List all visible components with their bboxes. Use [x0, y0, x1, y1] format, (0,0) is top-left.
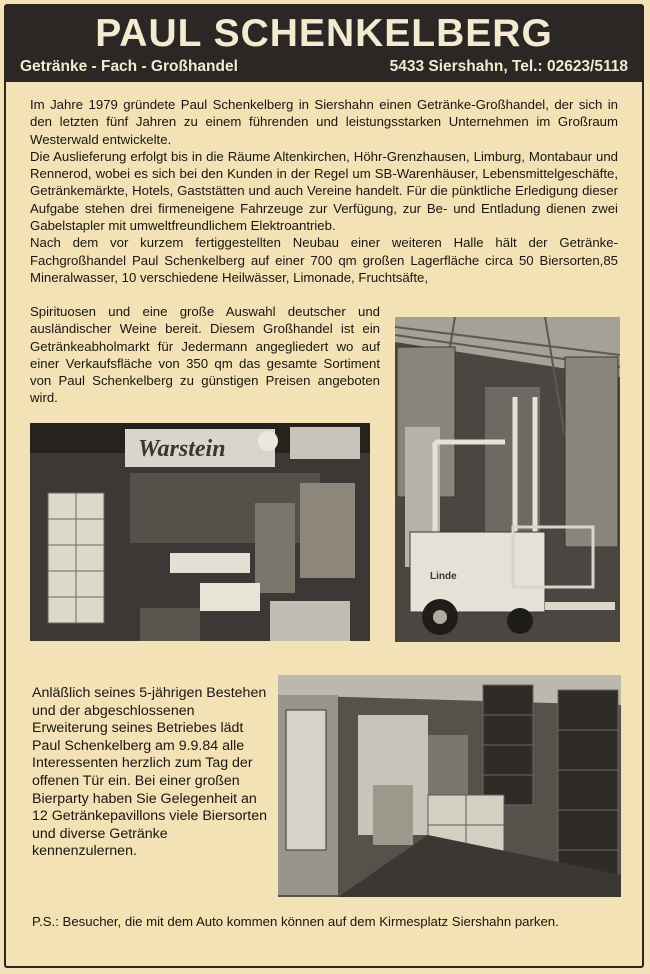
intro-text — [30, 96, 618, 286]
shop-interior-photo — [30, 423, 370, 641]
warehouse-hall-photo — [278, 675, 621, 897]
paragraph-open-day: Anläßlich seines 5-jährigen Bestehen und der abgeschlossenen Erweiterung seines Betriebes lädt Paul Schenkelberg am 9.9.84 alle Interessenten herzlich zum Tag der offenen Tür ein. Bei einer großen Bierparty haben Sie Gelegenheit an 12 Getränkepavillons viele Biersorten und diverse Getränke kennenzulernen. — [32, 685, 268, 860]
tagline: Getränke - Fach - Großhandel — [20, 58, 238, 75]
paragraph-warehouse: Nach dem vor kurzem fertiggestellten Neubau einer weiteren Halle hält der Getränke-Fachgroßhandel Paul Schenkelberg auf einer 700 qm großen Lagerfläche circa 50 Biersorten,85 Mineralwasser, 10 verschiedene Heilwässer, Limonade, Fruchtsäfte, — [30, 235, 618, 285]
paragraph-assortment: Spirituosen und eine große Auswahl deutscher und ausländischer Weine bereit. Diesem Großhandel ist ein Getränkeabholmarkt für Jedermann angegliedert wo auf einer Verkaufsfläche von 350 qm das gesamte Sortiment von Paul Schenkelberg zu günstigen Preisen angeboten wird. — [30, 304, 380, 406]
contact-line: 5433 Siershahn, Tel.: 02623/5118 — [389, 58, 628, 75]
forklift-brand-text: Linde — [430, 571, 457, 582]
company-name: PAUL SCHENKELBERG — [95, 12, 553, 55]
paragraph-founding: Im Jahre 1979 gründete Paul Schenkelberg in Siershahn einen Getränke-Großhandel, der sich in den letzten fünf Jahren zu einem führenden und leistungsstarken Unternehmen im Großraum Westerwald entwickelte. — [30, 97, 618, 147]
warstein-sign-text: Warstein — [138, 436, 226, 462]
paragraph-delivery: Die Auslieferung erfolgt bis in die Räume Altenkirchen, Höhr-Grenzhausen, Limburg, Montabaur und Rennerod, wobei es sich bei den Kunden in der Regel um SB-Warenhäuser, Lebensmittelgeschäfte, Getränkemärkte, Hotels, Gaststätten und auch Vereine handelt. Für die pünktliche Erledigung dieser Aufgabe stehen drei firmeneigene Fahrzeuge zur Verfügung, zur Be- und Entladung dienen zwei Gabelstapler mit umweltfreundlichem Elektroantrieb. — [30, 148, 618, 234]
forklift-warehouse-photo — [395, 317, 620, 642]
masthead — [6, 6, 642, 82]
postscript-parking: P.S.: Besucher, die mit dem Auto kommen können auf dem Kirmesplatz Siershahn parken. — [32, 914, 559, 929]
